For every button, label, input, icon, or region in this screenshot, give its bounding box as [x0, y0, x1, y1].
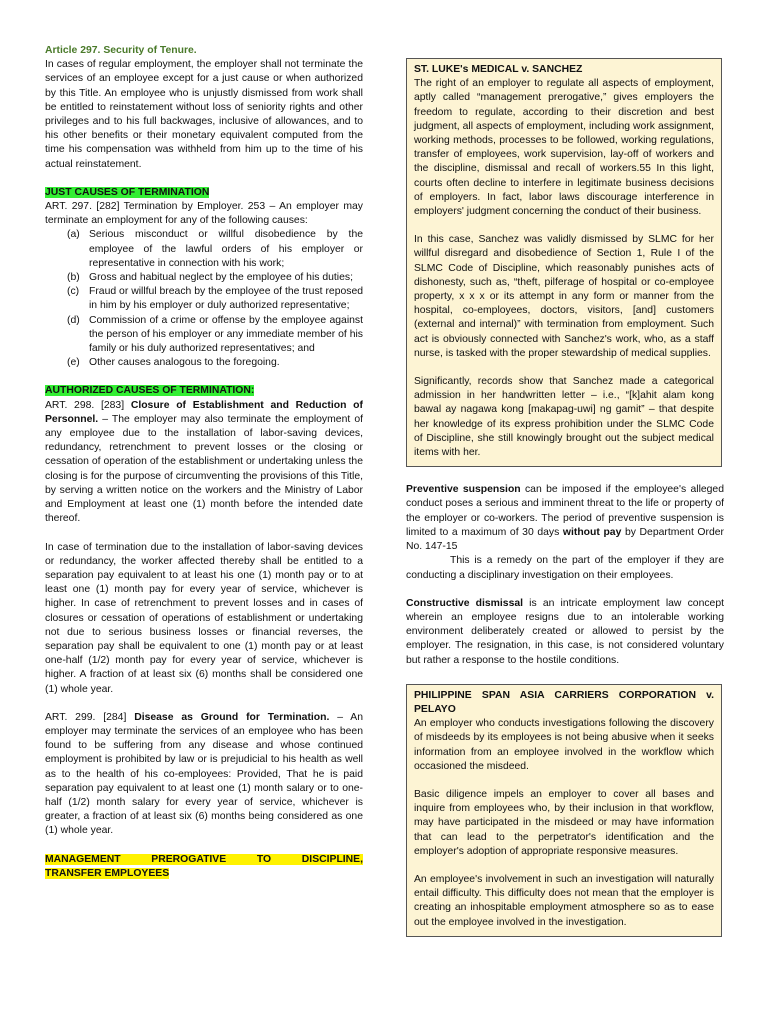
list-item [45, 314, 363, 357]
just-causes-heading: JUST CAUSES OF TERMINATION [45, 186, 210, 198]
case-title: ST. LUKE's MEDICAL v. SANCHEZ [414, 64, 583, 75]
case-paragraph: The right of an employer to regulate all aspects of employment, aptly called “management prerogative,” gives employers the freedom to regulate, according to their discretion and best judgment, all aspects of employment, including work assignment, working methods, processes to be followed, working regulations, transfer of employees, work supervision, lay-off of workers and the discipline, dismissal and recall of workers.55 In this light, courts often decline to interfere in legitimate business decisions of employers. In fact, labor laws discourage interference in employers' judgment concerning the conduct of their business. [414, 78, 714, 218]
without-pay-term: without pay [562, 526, 622, 538]
list-item [45, 271, 363, 285]
constructive-dismissal-term: Constructive dismissal [406, 597, 524, 609]
case-paragraph: An employee's involvement in such an investigation will naturally entail difficulty. This difficulty does not mean that the employer is creating an inhospitable employment atmosphere so as to ease out the employee involved in the investigation. [414, 873, 714, 928]
remedy-paragraph: This is a remedy on the part of the employer if they are conducting a disciplinary investigation on their employees. [406, 555, 724, 581]
art298-prefix: ART. 298. [283] [45, 399, 131, 411]
list-item-text: Serious misconduct or willful disobedience by the employee of the lawful orders of his employer or representative in connection with his work; [89, 229, 363, 269]
mgmt-heading-line1 [45, 853, 363, 867]
authorized-causes-heading: AUTHORIZED CAUSES OF TERMINATION: [45, 385, 255, 397]
list-item-label: (c) [67, 286, 80, 298]
just-causes-heading-line [45, 186, 363, 200]
department-order-text: by Department Order No. 147-15 [406, 526, 724, 553]
causes-list [45, 228, 363, 370]
art298-title: Closure of Establishment and Reduction of Personnel. [45, 399, 363, 425]
art297-title: Article 297. Security of Tenure. [45, 45, 197, 56]
art298-paragraph-2: In case of termination due to the installation of labor-saving devices or redundancy, the worker affected thereby shall be entitled to a separation pay equivalent to at least his one (1) month pay or to at least one (1) month pay for every year of service, whichever is higher. In case of retrenchment to prevent losses and in cases of closures or cessation of operations of establishment or undertaking not due to serious business losses or financial reverses, the separation pay shall be equivalent to one (1) month pay or at least one-half (1/2) month pay for every year of service, whichever is higher. A fraction of at least six (6) months shall be considered one (1) whole year. [45, 541, 363, 695]
list-item [45, 356, 363, 370]
case-paragraph: Significantly, records show that Sanchez made a categorical admission in her handwritten letter – i.e., “[k]ahit alam kong bawal ay nagawa kong [makapag-uwi] ng gamit” – that despite her knowledge of its express prohibition under the SLMC Code of Discipline, she still knowingly brought out the subject medical items with her. [414, 376, 714, 459]
art299-paragraph [45, 711, 363, 839]
just-causes-intro: ART. 297. [282] Termination by Employer. 253 – An employer may terminate an employment for any of the following causes: [45, 201, 363, 227]
list-item-text: Other causes analogous to the foregoing. [89, 357, 280, 369]
list-item [45, 285, 363, 313]
art299-body: – An employer may terminate the services of an employee who has been found to be suffering from any disease and whose continued employment is prohibited by law or is prejudicial to his health as well as to the health of his co-employees: Provided, That he is paid separation pay equivalent to at least one (1) month salary or to one-half (1/2) month salary for every year of service, whichever is greater, a fraction of at least six (6) months being considered as one (1) whole year. [45, 711, 363, 837]
case-paragraph: In this case, Sanchez was validly dismissed by SLMC for her willful disregard and disobedience of Section 1, Rule I of the SLMC Code of Discipline, which reasonably punishes acts of dishonesty, such as, “theft, pilferage of hospital or co-employee property, x x x or its attempt in any form or manner from the hospital, co-employees, doctors, visitors, [and] customers (external and internal)” with termination from employment. Such act is obviously connected with Sanchez's work, who, as a staff nurse, is tasked with the proper stewardship of medical supplies. [414, 234, 714, 359]
case-box-span-asia [406, 684, 722, 937]
art298-paragraph [45, 399, 363, 527]
left-column [45, 44, 363, 881]
authorized-heading-line [45, 384, 363, 398]
preventive-suspension-paragraph [406, 483, 724, 554]
case-paragraph: An employer who conducts investigations following the discovery of misdeeds by its employees is not being abusive when it seeks information from an employee involved in the workflow which occasioned the misdeed. [414, 718, 714, 772]
constructive-dismissal-body: is an intricate employment law concept wherein an employee resigns due to an intolerable working environment deliberately created or allowed to persist by the employer. The resignation, in this case, is not considered voluntary but rather a response to the hostile conditions. [406, 597, 724, 666]
list-item-label: (e) [67, 357, 80, 369]
art299-prefix: ART. 299. [284] [45, 711, 135, 723]
mgmt-heading-part1: MANAGEMENT PREROGATIVE TO DISCIPLINE, [45, 853, 363, 865]
constructive-dismissal-paragraph [406, 597, 724, 668]
art297-body: In cases of regular employment, the employer shall not terminate the services of an employee except for a just cause or when authorized by this Title. An employee who is unjustly dismissed from work shall be entitled to reinstatement without loss of seniority rights and other privileges and to his full backwages, inclusive of allowances, and to his other benefits or their monetary equivalent computed from the time his compensation was withheld from him up to the time of his actual reinstatement. [45, 59, 363, 170]
list-item-text: Gross and habitual neglect by the employee of his duties; [89, 272, 353, 284]
preventive-suspension-body: can be imposed if the employee's alleged conduct poses a serious and imminent threat to the life or property of the employer or co-workers. The period of preventive suspension is limited to a maximum of 30 days [406, 484, 724, 538]
preventive-suspension-term: Preventive suspension [406, 484, 521, 496]
art299-title: Disease as Ground for Termination. [134, 711, 330, 723]
list-item-text: Fraud or willful breach by the employee of the trust reposed in him by his employer or duly authorized representative; [89, 286, 363, 312]
art298-body: – The employer may also terminate the employment of any employee due to the installation of labor-saving devices, redundancy, retrenchment to prevent losses or the closing or cessation of operation of the establishment or undertaking unless the closing is for the purpose of circumventing the provisions of this Title, by serving a written notice on the workers and the Ministry of Labor and Employment at least one (1) month before the intended date thereof. [45, 413, 363, 525]
list-item-label: (d) [67, 314, 80, 326]
case-title: PHILIPPINE SPAN ASIA CARRIERS CORPORATION v. PELAYO [414, 689, 714, 715]
list-item [45, 228, 363, 271]
case-box-st-lukes [406, 58, 722, 467]
list-item-label: (a) [67, 229, 80, 241]
mgmt-heading-part2: TRANSFER EMPLOYEES [45, 867, 170, 879]
mgmt-heading-line2 [45, 867, 363, 881]
right-column [406, 58, 724, 937]
case-paragraph: Basic diligence impels an employer to cover all bases and inquire from employees who, by their inclusion in that workflow, may have participated in the misdeed or may have information that can lead to the perpetrator's identification and the employer's adoption of appropriate responsive measures. [414, 788, 714, 857]
list-item-text: Commission of a crime or offense by the employee against the person of his employer or any immediate member of his family or his duly authorized representatives; and [89, 314, 363, 355]
list-item-label: (b) [67, 272, 80, 284]
